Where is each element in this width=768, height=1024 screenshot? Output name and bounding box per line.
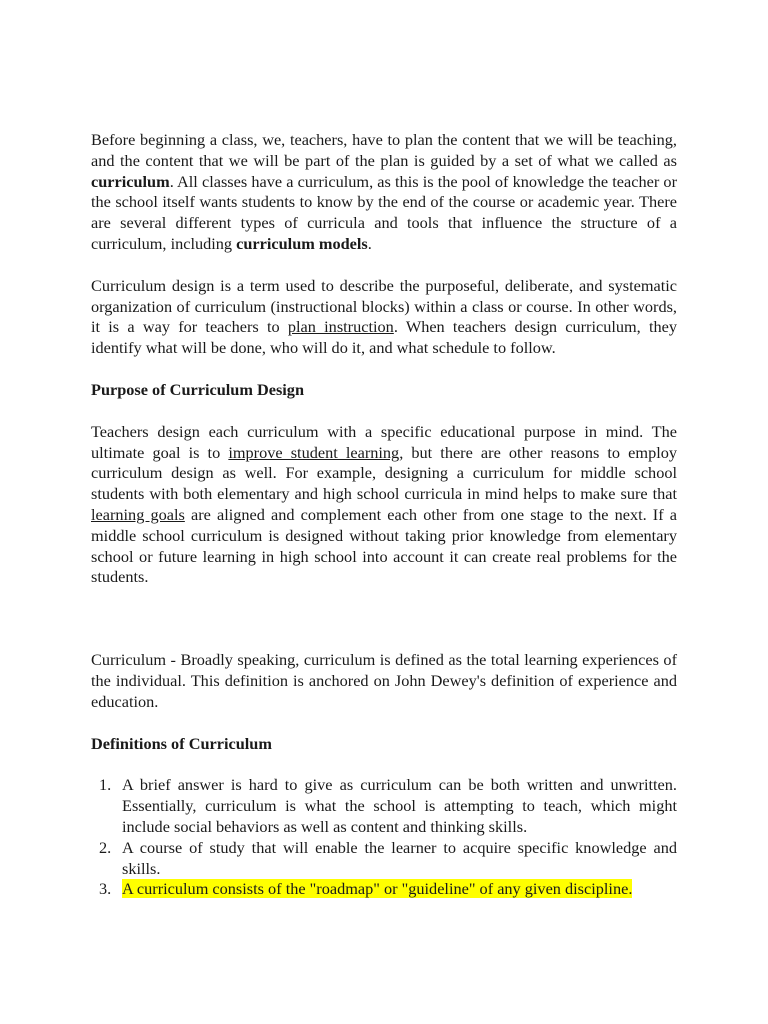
list-number: 1. — [99, 775, 112, 795]
curriculum-models-term: curriculum models — [236, 233, 368, 253]
list-item — [91, 879, 677, 900]
list-number: 2. — [99, 837, 112, 857]
definitions-heading: Definitions of Curriculum — [91, 733, 272, 753]
intro-paragraph — [91, 130, 677, 255]
intro-text-1: Before beginning a class, we, teachers, have to plan the content that we will be teaching, and the content that we will be part of the plan is guided by a set of what we called as — [91, 130, 677, 170]
broad-definition-paragraph: Curriculum - Broadly speaking, curriculum is defined as the total learning experiences of the individual. This definition is anchored on John Dewey's definition of experience and education. — [91, 650, 677, 711]
design-text-2: . When teachers design curriculum, they identify what will be done, who will do it, and what schedule to follow. — [91, 317, 678, 358]
list-item — [91, 775, 677, 837]
design-paragraph — [91, 276, 677, 359]
plan-instruction-link[interactable]: plan instruction — [287, 317, 394, 337]
design-text-1: Curriculum design is a term used to describe the purposeful, deliberate, and systematic organization of curriculum (instructional blocks) within a class or course. In other words, it is a way for teachers to — [91, 275, 677, 337]
definitions-list — [91, 775, 677, 900]
purpose-text-2: , but there are other reasons to employ curriculum design as well. For example, designing a curriculum for middle school students with both elementary and high school curricula in mind helps to make sure that — [91, 442, 678, 504]
list-item-text: A course of study that will enable the learner to acquire specific knowledge and skills. — [122, 837, 677, 878]
list-number: 3. — [99, 879, 112, 899]
intro-text-3: . — [367, 233, 372, 253]
purpose-heading: Purpose of Curriculum Design — [91, 379, 305, 399]
purpose-paragraph — [91, 422, 677, 588]
curriculum-term: curriculum — [91, 171, 170, 191]
list-item-text: A brief answer is hard to give as curriculum can be both written and unwritten. Essentially, curriculum is what the school is attempting to teach, which might include social behaviors as well as content and thinking skills. — [122, 775, 677, 836]
document-page — [91, 130, 677, 900]
improve-student-learning-link[interactable]: improve student learning — [228, 442, 400, 462]
learning-goals-link[interactable]: learning goals — [91, 504, 185, 524]
list-item — [91, 838, 677, 880]
highlighted-list-item-text: A curriculum consists of the "roadmap" or "guideline" of any given discipline. — [122, 879, 633, 899]
purpose-text-3: are aligned and complement each other from one stage to the next. If a middle school curriculum is designed without taking prior knowledge from elementary school or future learning in high school into account it can create real problems for the students. — [91, 504, 678, 587]
intro-text-2: . All classes have a curriculum, as this is the pool of knowledge the teacher or the school itself wants students to know by the end of the course or academic year. There are several different types of curricula and tools that influence the structure of a curriculum, including — [91, 171, 677, 253]
purpose-text-1: Teachers design each curriculum with a specific educational purpose in mind. The ultimate goal is to — [91, 421, 677, 462]
